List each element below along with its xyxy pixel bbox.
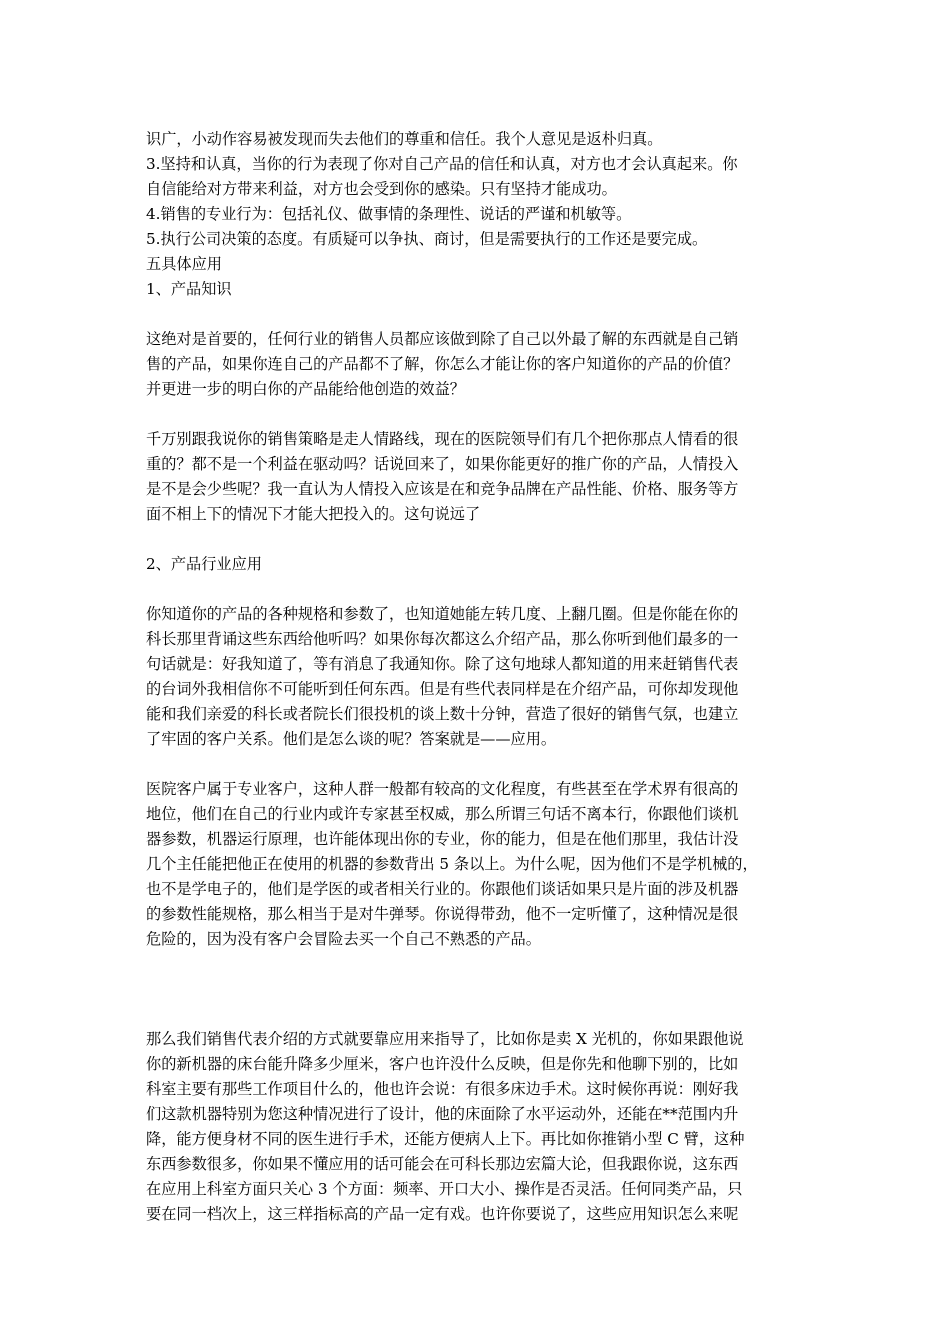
text-line: 科长那里背诵这些东西给他听吗？如果你每次都这么介绍产品，那么你听到他们最多的一: [146, 630, 739, 648]
text-line: 这绝对是首要的，任何行业的销售人员都应该做到除了自己以外最了解的东西就是自己销: [146, 330, 739, 348]
text-line: 你的新机器的床台能升降多少厘米，客户也许没什么反映，但是你先和他聊下别的，比如: [146, 1055, 739, 1073]
text-line: 自信能给对方带来利益，对方也会受到你的感染。只有坚持才能成功。: [146, 180, 617, 198]
paragraph-spacer: [146, 402, 810, 427]
paragraph-spacer: [146, 527, 810, 552]
text-line: 们这款机器特别为您这种情况进行了设计，他的床面除了水平运动外，还能在**范围内升: [146, 1105, 739, 1123]
text-line: 也不是学电子的，他们是学医的或者相关行业的。你跟他们谈话如果只是片面的涉及机器: [146, 880, 739, 898]
text-line: 了牢固的客户关系。他们是怎么谈的呢？答案就是——应用。: [146, 730, 557, 748]
text-line: 重的？都不是一个利益在驱动吗？话说回来了，如果你能更好的推广你的产品，人情投入: [146, 455, 739, 473]
paragraph-spacer: [146, 952, 810, 1027]
text-line: 4.销售的专业行为：包括礼仪、做事情的条理性、说话的严谨和机敏等。: [146, 205, 632, 223]
text-line: 在应用上科室方面只关心 3 个方面：频率、开口大小、操作是否灵活。任何同类产品，只: [146, 1180, 743, 1198]
text-line: 那么我们销售代表介绍的方式就要靠应用来指导了，比如你是卖 X 光机的，你如果跟他说: [146, 1030, 744, 1048]
text-line: 几个主任能把他正在使用的机器的参数背出 5 条以上。为什么呢，因为他们不是学机械的，: [146, 855, 758, 873]
text-line: 句话就是：好我知道了，等有消息了我通知你。除了这句地球人都知道的用来赶销售代表: [146, 655, 739, 673]
text-line: 要在同一档次上，这三样指标高的产品一定有戏。也许你要说了，这些应用知识怎么来呢: [146, 1205, 739, 1223]
text-line: 的台词外我相信你不可能听到任何东西。但是有些代表同样是在介绍产品，可你却发现他: [146, 680, 739, 698]
text-line: 科室主要有那些工作项目什么的，他也许会说：有很多床边手术。这时候你再说：刚好我: [146, 1080, 739, 1098]
text-line: 你知道你的产品的各种规格和参数了，也知道她能左转几度、上翻几圈。但是你能在你的: [146, 605, 739, 623]
text-line: 医院客户属于专业客户，这种人群一般都有较高的文化程度，有些甚至在学术界有很高的: [146, 780, 739, 798]
text-line: 千万别跟我说你的销售策略是走人情路线，现在的医院领导们有几个把你那点人情看的很: [146, 430, 739, 448]
text-line: 面不相上下的情况下才能大把投入的。这句说远了: [146, 505, 481, 523]
text-line: 的参数性能规格，那么相当于是对牛弹琴。你说得带劲，他不一定听懂了，这种情况是很: [146, 905, 739, 923]
text-line: 5.执行公司决策的态度。有质疑可以争执、商讨，但是需要执行的工作还是要完成。: [146, 230, 708, 248]
section-heading: 五具体应用: [146, 255, 222, 273]
text-line: 识广，小动作容易被发现而失去他们的尊重和信任。我个人意见是返朴归真。: [146, 130, 663, 148]
text-line: 降，能方便身材不同的医生进行手术，还能方便病人上下。再比如你推销小型 C 臂，这种: [146, 1130, 745, 1148]
text-line: 是不是会少些呢？我一直认为人情投入应该是在和竞争品牌在产品性能、价格、服务等方: [146, 480, 739, 498]
text-line: 3.坚持和认真，当你的行为表现了你对自己产品的信任和认真，对方也才会认真起来。你: [146, 155, 738, 173]
paragraph-spacer: [146, 752, 810, 777]
text-line: 器参数，机器运行原理，也许能体现出你的专业，你的能力，但是在他们那里，我估计没: [146, 830, 739, 848]
subsection-heading: 1、产品知识: [146, 280, 232, 298]
subsection-heading: 2、产品行业应用: [146, 555, 262, 573]
text-line: 东西参数很多，你如果不懂应用的话可能会在可科长那边宏篇大论，但我跟你说，这东西: [146, 1155, 739, 1173]
text-line: 能和我们亲爱的科长或者院长们很投机的谈上数十分钟，营造了很好的销售气氛，也建立: [146, 705, 739, 723]
paragraph-spacer: [146, 577, 810, 602]
text-line: 地位，他们在自己的行业内或许专家甚至权威，那么所谓三句话不离本行，你跟他们谈机: [146, 805, 739, 823]
paragraph-spacer: [146, 302, 810, 327]
text-line: 危险的，因为没有客户会冒险去买一个自己不熟悉的产品。: [146, 930, 541, 948]
document-body: [146, 127, 810, 1227]
text-line: 并更进一步的明白你的产品能给他创造的效益？: [146, 380, 465, 398]
text-line: 售的产品，如果你连自己的产品都不了解，你怎么才能让你的客户知道你的产品的价值？: [146, 355, 739, 373]
